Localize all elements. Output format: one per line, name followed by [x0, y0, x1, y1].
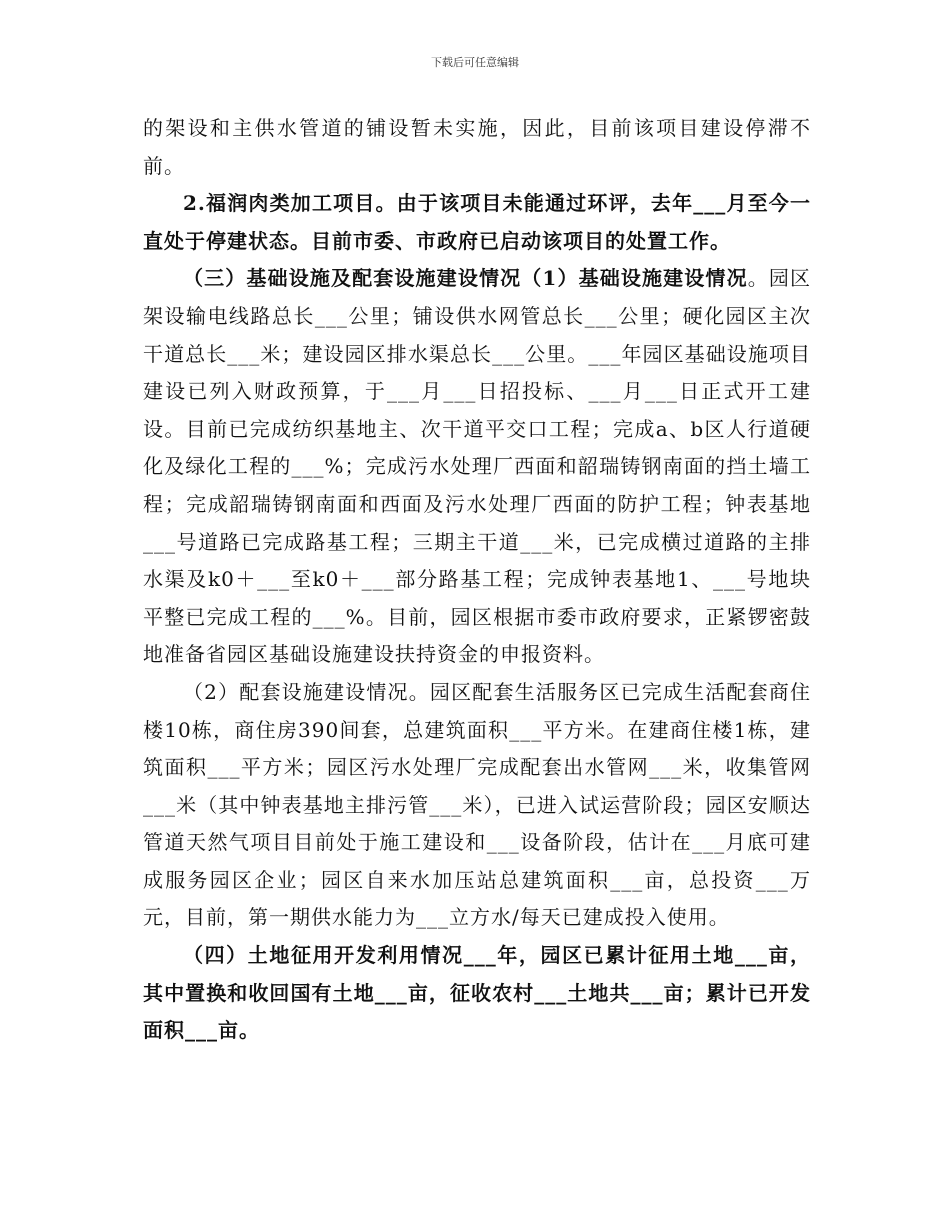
paragraph-3 — [143, 260, 811, 674]
document-body — [143, 110, 811, 1050]
paragraph-4: （2）配套设施建设情况。园区配套生活服务区已完成生活配套商住楼10栋，商住房390间套，总建筑面积___平方米。在建商住楼1栋，建筑面积___平方米；园区污水处理厂完成配套出水管网___米，收集管网___米（其中钟表基地主排污管___米），已进入试运营阶段；园区安顺达管道天然气项目目前处于施工建设和___设备阶段，估计在___月底可建成服务园区企业；园区自来水加压站总建筑面积___亩，总投资___万元，目前，第一期供水能力为___立方水/每天已建成投入使用。 — [143, 679, 811, 930]
paragraph-5: （四）土地征用开发利用情况___年，园区已累计征用土地___亩，其中置换和收回国有土地___亩，征收农村___土地共___亩；累计已开发面积___亩。 — [143, 943, 811, 1043]
paragraph-2: 2.福润肉类加工项目。由于该项目未能通过环评，去年___月至今一直处于停建状态。目前市委、市政府已启动该项目的处置工作。 — [143, 191, 811, 253]
paragraph-3-body: 。园区架设输电线路总长___公里；铺设供水网管总长___公里；硬化园区主次干道总长___米；建设园区排水渠总长___公里。___年园区基础设施项目建设已列入财政预算，于___月___日招投标、___月___日正式开工建设。目前已完成纺织基地主、次干道平交口工程；完成a、b区人行道硬化及绿化工程的___%；完成污水处理厂西面和韶瑞铸钢南面的挡土墙工程；完成韶瑞铸钢南面和西面及污水处理厂西面的防护工程；钟表基地___号道路已完成路基工程；三期主干道___米，已完成横过道路的主排水渠及k0＋___至k0＋___部分路基工程；完成钟表基地1、___号地块平整已完成工程的___%。目前，园区根据市委市政府要求，正紧锣密鼓地准备省园区基础设施建设扶持资金的申报资料。 — [143, 266, 811, 667]
page-header: 下载后可任意编辑 — [431, 56, 519, 69]
paragraph-3-heading: （三）基础设施及配套设施建设情况（1）基础设施建设情况 — [183, 266, 748, 291]
paragraph-1: 的架设和主供水管道的铺设暂未实施，因此，目前该项目建设停滞不前。 — [143, 116, 811, 178]
